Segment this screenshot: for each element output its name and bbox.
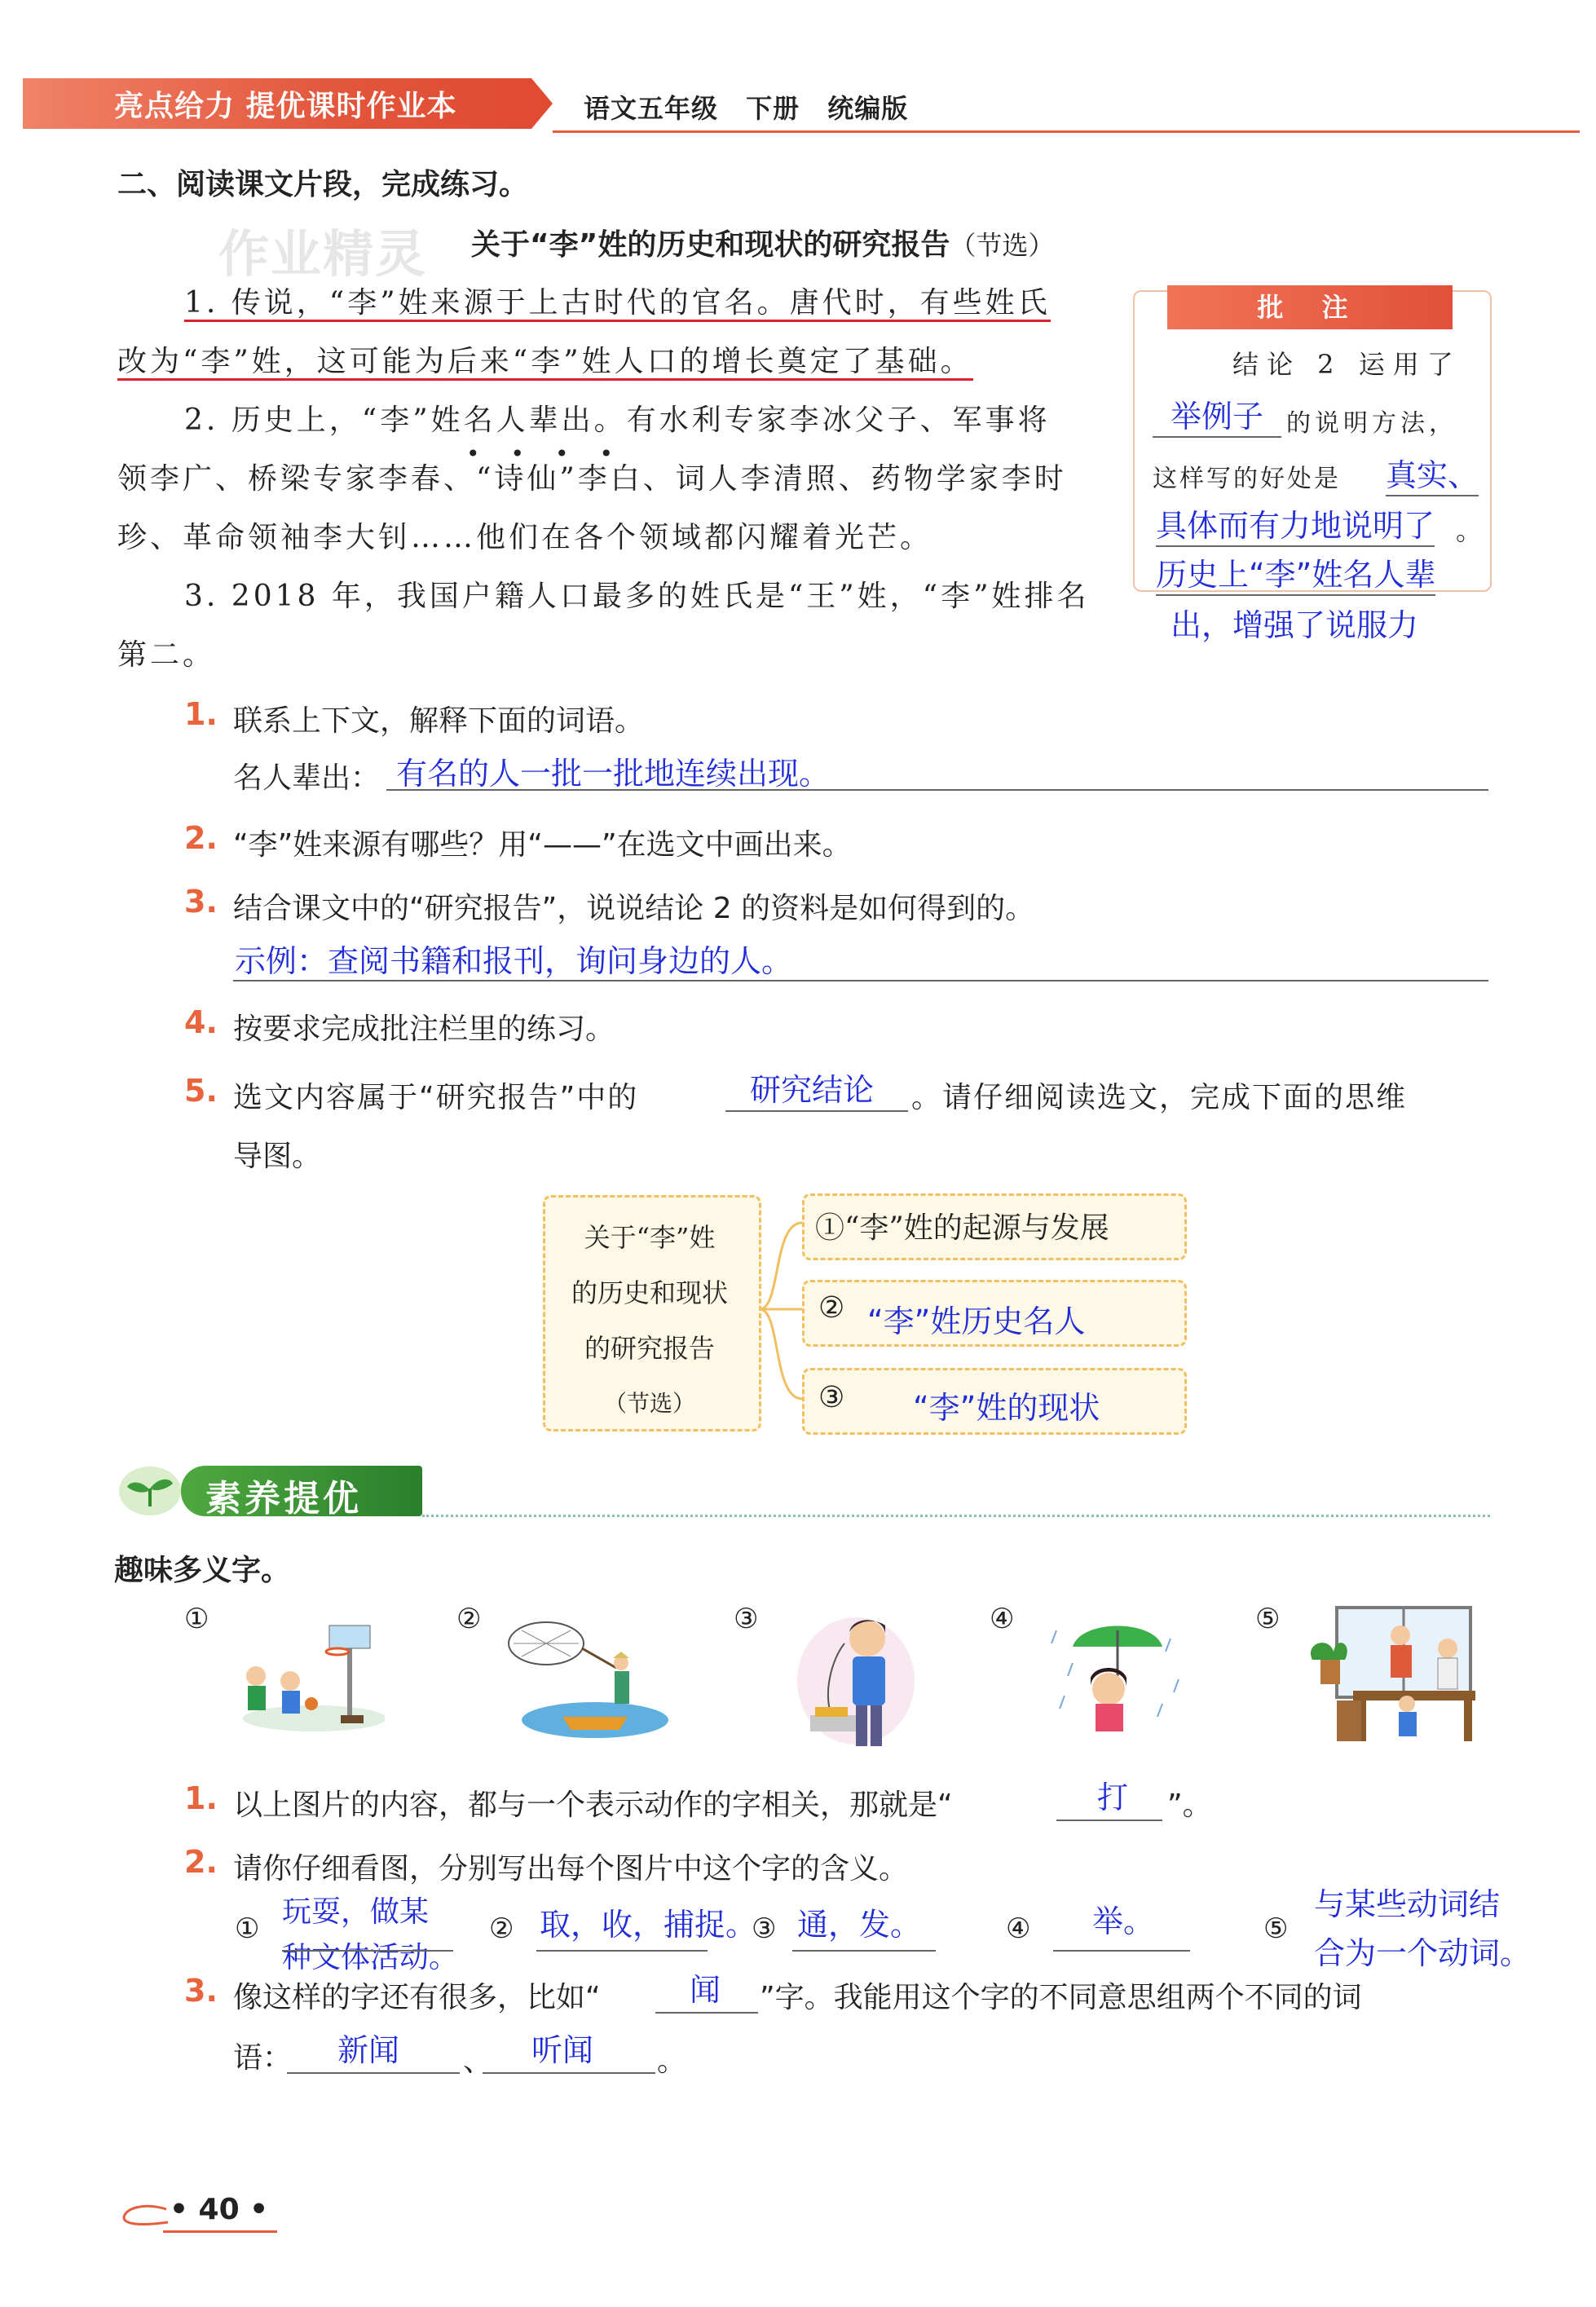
- s3-q2-answer-1: 玩耍，做某 种文体活动。: [282, 1895, 459, 1974]
- page-number-underline: [163, 2230, 277, 2233]
- s3-question-3-end: 。: [657, 2045, 687, 2078]
- question-1-label: 名人辈出：: [233, 761, 381, 795]
- section3-subheading: 趣味多义字。: [114, 1554, 291, 1587]
- s3-q2-answer-3: 通，发。: [797, 1907, 922, 1943]
- page-number-swoosh: [121, 2198, 170, 2230]
- s3-answer-line-3: [655, 2012, 758, 2014]
- question-5-text-before: 选文内容属于“研究报告”中的: [233, 1081, 639, 1114]
- para3-line1: 3. 2018 年，我国户籍人口最多的姓氏是“王”姓，“李”姓排名: [184, 580, 1090, 613]
- question-5-line2: 导图。: [233, 1140, 322, 1173]
- s3-q2-line-4: [1053, 1950, 1190, 1952]
- question-4-number: 4.: [184, 1004, 218, 1040]
- fishing-net-illustration: [505, 1611, 668, 1741]
- annotation-title: 批 注: [1167, 285, 1453, 329]
- s3-question-3-word-1: 新闻: [337, 2032, 400, 2068]
- para2-line1: 2. 历史上，“李”姓名人辈出。有水利专家李冰父子、军事将: [184, 404, 1051, 437]
- s3-question-1-number: 1.: [184, 1780, 218, 1816]
- annotation-answer2d: 出，增强了说服力: [1171, 607, 1419, 643]
- answer-line-5: [725, 1110, 908, 1112]
- pic-label-4: ④: [990, 1603, 1015, 1635]
- s3-q2-line-3: [792, 1950, 936, 1952]
- question-3-answer: 示例：查阅书籍和报刊，询问身边的人。: [235, 943, 793, 979]
- underlined-source-2: 改为“李”姓，这可能为后来“李”姓人口的增长奠定了基础。: [117, 345, 973, 381]
- s3-q2-label-2: ②: [489, 1912, 514, 1945]
- s3-question-2-text: 请你仔细看图，分别写出每个图片中这个字的含义。: [233, 1852, 909, 1886]
- s3-question-3-answer: 闻: [690, 1972, 721, 2008]
- s3-word-line-1: [287, 2072, 460, 2074]
- mindmap-branch-2-answer: “李”姓历史名人: [867, 1303, 1086, 1339]
- sprout-icon: [117, 1464, 183, 1518]
- question-4-text: 按要求完成批注栏里的练习。: [233, 1012, 615, 1046]
- s3-q2-line-1: [282, 1950, 453, 1952]
- question-5-number: 5.: [184, 1073, 218, 1109]
- s3-q2-answer-4: 举。: [1092, 1903, 1155, 1939]
- para2-line3: 珍、革命领袖李大钊……他们在各个领域都闪耀着光芒。: [117, 521, 933, 554]
- pic-label-5: ⑤: [1255, 1603, 1281, 1635]
- basketball-illustration: [233, 1614, 385, 1736]
- s3-word-line-2: [483, 2072, 655, 2074]
- annotation-period: 。: [1456, 515, 1483, 546]
- s3-q2-label-3: ③: [752, 1912, 777, 1945]
- question-2-number: 2.: [184, 820, 218, 856]
- s3-answer-line-1: [1056, 1820, 1162, 1821]
- annotation-answer2c: 历史上“李”姓名人辈: [1156, 549, 1435, 596]
- answer-line-3: [233, 980, 1488, 981]
- annotation-answer2a: 真实、: [1386, 450, 1479, 496]
- header-divider: [553, 130, 1580, 133]
- s3-question-1-text: 以上图片的内容，都与一个表示动作的字相关，那就是“: [233, 1789, 953, 1822]
- section-banner-divider: [422, 1515, 1490, 1517]
- mindmap-branch-1-text: ①“李”姓的起源与发展: [815, 1211, 1109, 1245]
- question-3-text: 结合课文中的“研究报告”，说说结论 2 的资料是如何得到的。: [233, 892, 1035, 925]
- header-title: 亮点给力 提优课时作业本: [114, 90, 457, 123]
- annotation-answer1: 举例子: [1153, 391, 1281, 438]
- question-1-number: 1.: [184, 696, 218, 732]
- s3-question-3-word-2: 听闻: [531, 2032, 594, 2068]
- s3-question-3-number: 3.: [184, 1973, 218, 2009]
- umbrella-illustration: [1048, 1614, 1187, 1736]
- para2-line2: 领李广、桥梁专家李春、“诗仙”李白、词人李清照、药物学家李时: [117, 462, 1067, 496]
- question-1-text: 联系上下文，解释下面的词语。: [233, 704, 645, 738]
- question-1-answer: 有名的人一批一批地连续出现。: [396, 756, 831, 792]
- s3-question-2-number: 2.: [184, 1844, 218, 1880]
- question-5-text-after: 。请仔细阅读选文，完成下面的思维: [911, 1081, 1408, 1114]
- telephone-call-illustration: [783, 1611, 929, 1749]
- furniture-making-illustration: [1304, 1603, 1475, 1749]
- pic-label-1: ①: [184, 1603, 209, 1635]
- header-subtitle: 语文五年级 下册 统编版: [584, 93, 909, 124]
- annotation-answer2b: 具体而有力地说明了: [1156, 501, 1435, 547]
- watermark: 作业精灵: [218, 224, 428, 284]
- annotation-line1: 结论 2 运用了: [1232, 349, 1462, 380]
- question-5-answer: 研究结论: [750, 1072, 875, 1108]
- pic-label-2: ②: [456, 1603, 482, 1635]
- mindmap-branch-3-num: ③: [818, 1381, 845, 1414]
- section-heading: 二、阅读课文片段，完成练习。: [117, 168, 529, 201]
- section-banner-text: 素养提优: [205, 1478, 362, 1520]
- mindmap-brace: [756, 1190, 805, 1435]
- question-2-text: “李”姓来源有哪些？用“——”在选文中画出来。: [233, 828, 852, 862]
- s3-q2-answer-2: 取，收，捕捉。: [540, 1907, 757, 1943]
- annotation-line2: 的说明方法，: [1286, 409, 1457, 438]
- mindmap-root-text: 关于“李”姓 的历史和现状 的研究报告 （节选）: [571, 1222, 728, 1417]
- mindmap-branch-3-answer: “李”姓的现状: [913, 1390, 1100, 1426]
- s3-question-1-answer: 打: [1097, 1780, 1129, 1815]
- s3-question-3-text-b: ”字。我能用这个字的不同意思组两个不同的词: [760, 1981, 1362, 2014]
- annotation-line3: 这样写的好处是: [1153, 465, 1341, 493]
- s3-question-3-line2-prefix: 语：: [233, 2041, 293, 2075]
- pic-label-3: ③: [734, 1603, 759, 1635]
- article-body: [117, 274, 1089, 685]
- mindmap-branch-2-num: ②: [818, 1291, 845, 1325]
- s3-q2-label-1: ①: [235, 1912, 260, 1945]
- para3-line2: 第二。: [117, 638, 216, 672]
- question-3-number: 3.: [184, 884, 218, 920]
- s3-q2-label-4: ④: [1006, 1912, 1031, 1945]
- article-title: 关于“李”姓的历史和现状的研究报告（节选）: [471, 228, 1055, 262]
- underlined-source-1: 1. 传说，“李”姓来源于上古时代的官名。唐代时，有些姓氏: [184, 286, 1051, 322]
- page-number: • 40 •: [170, 2193, 269, 2226]
- s3-question-3-text-a: 像这样的字还有很多，比如“: [233, 1981, 601, 2014]
- s3-q2-line-2: [536, 1950, 708, 1952]
- s3-q2-answer-5: 与某些动词结 合为一个动词。: [1314, 1886, 1532, 1971]
- s3-question-3-sep: 、: [463, 2045, 493, 2078]
- s3-question-1-end: ”。: [1167, 1789, 1212, 1822]
- emphasis-dots: ••••: [466, 440, 645, 467]
- s3-q2-label-5: ⑤: [1263, 1912, 1289, 1945]
